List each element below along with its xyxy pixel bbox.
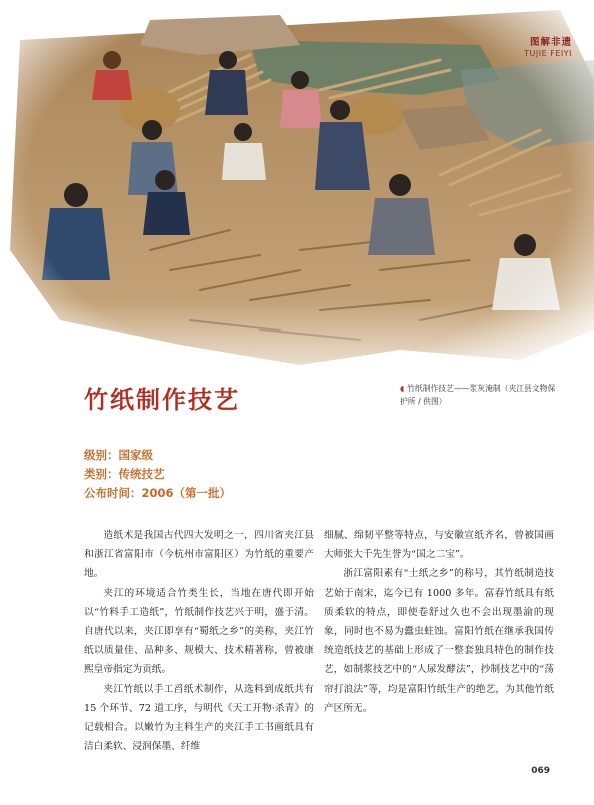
heritage-meta xyxy=(84,446,231,503)
body-paragraph: 造纸术是我国古代四大发明之一，四川省夹江县和浙江省富阳市（今杭州市富阳区）为竹纸的重要产地。 xyxy=(84,530,314,580)
body-column-right xyxy=(324,526,554,718)
series-brand xyxy=(524,34,572,58)
body-paragraph: 夹江的环境适合竹类生长，当地在唐代即开始以“竹料手工造纸”，竹纸制作技艺兴于明，盛于清。自唐代以来，夹江即享有“蜀纸之乡”的美称，夹江竹纸以质量佳、品种多、规模大、技术精著称，曾被康熙皇帝指定为贡纸。 xyxy=(84,587,314,676)
meta-published: 公布时间：2006（第一批） xyxy=(84,486,232,500)
brand-title: 图解非遗 xyxy=(529,37,572,48)
body-paragraph: 浙江富阳素有“土纸之乡”的称号，其竹纸制造技艺始于南宋，迄今已有 1000 多年。富春竹纸具有纸质柔软的特点，即使卷舒过久也不会出现墨渝的现象，同时也不易为蠹虫蛀蚀。富阳竹纸在继承我国传统造纸技艺的基础上形成了一整套独具特色的制作技艺，如制浆技艺中的“人尿发酵法”，抄制技艺中的“荡帘打浪法”等，均是富阳竹纸生产的绝艺，为其他竹纸产区所无。 xyxy=(324,568,554,714)
brand-pinyin: TUJIE FEIYI xyxy=(524,49,572,58)
body-paragraph: 夹江竹纸以手工舀纸术制作，从选料到成纸共有 15 个环节、72 道工序，与明代《天工开物·杀青》的记载相合。以嫩竹为主料生产的夹江手工书画纸具有洁白柔软、浸润保墨、纤维 xyxy=(84,683,314,753)
caption-text: 竹纸制作技艺——浆灰淹制（夹江县文物保护所 / 供图） xyxy=(400,384,556,406)
photo-caption xyxy=(400,382,560,408)
meta-level: 级别：国家级 xyxy=(84,448,153,462)
meta-category: 类别：传统技艺 xyxy=(84,467,165,481)
body-column-left xyxy=(84,526,314,756)
page-number: 069 xyxy=(531,766,550,776)
page-title: 竹纸制作技艺 xyxy=(84,386,240,414)
body-paragraph: 细腻、绵韧平整等特点，与安徽宣纸齐名，曾被国画大师张大千先生誉为“国之二宝”。 xyxy=(324,530,554,561)
caption-marker-icon: ◖ xyxy=(400,384,405,393)
